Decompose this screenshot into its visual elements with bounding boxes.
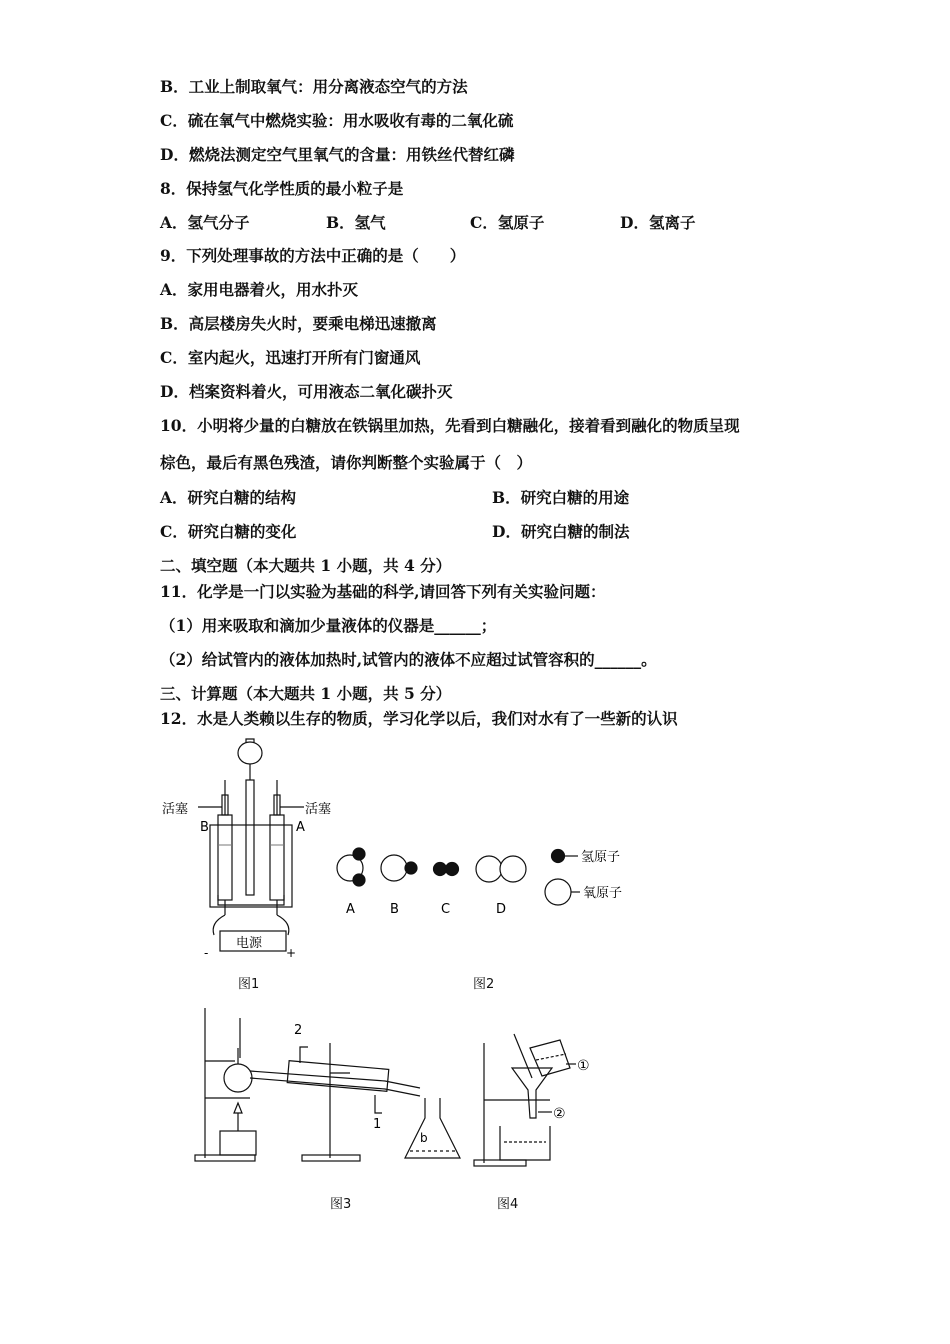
figure-1-electrolysis [150, 735, 350, 965]
fig2-label-a: A [346, 902, 355, 917]
q9-option-b: B．高层楼房失火时，要乘电梯迅速撤离 [160, 314, 437, 333]
q9-option-c: C．室内起火，迅速打开所有门窗通风 [160, 348, 421, 367]
figure-3-caption: 图3 [330, 1197, 352, 1212]
option-d-line: D．燃烧法测定空气里氧气的含量：用铁丝代替红磷 [160, 145, 515, 164]
fig1-minus-label: - [204, 946, 209, 960]
option-c-line: C．硫在氧气中燃烧实验：用水吸收有毒的二氧化硫 [160, 111, 514, 130]
section-2-heading: 二、填空题（本大题共 1 小题，共 4 分） [160, 556, 452, 575]
figure-2-molecules [328, 838, 658, 920]
question-9: 9．下列处理事故的方法中正确的是（ ） [160, 246, 466, 265]
q8-option-a: A．氢气分子 [160, 213, 250, 232]
figure-3-distillation [190, 1003, 470, 1173]
fig1-left-valve-label: 活塞 [162, 802, 189, 817]
question-10-line2: 棕色，最后有黑色残渣，请你判断整个实验属于（ ） [160, 453, 533, 472]
question-8: 8．保持氢气化学性质的最小粒子是 [160, 179, 404, 198]
fig1-tube-b-label: B [200, 820, 209, 835]
option-b-line: B．工业上制取氧气：用分离液态空气的方法 [160, 77, 468, 96]
fig4-label-2: ② [553, 1106, 566, 1122]
question-11-part2: （2）给试管内的液体加热时,试管内的液体不应超过试管容积的______。 [160, 650, 657, 669]
fig3-label-1: 1 [373, 1117, 382, 1132]
question-12: 12．水是人类赖以生存的物质，学习化学以后，我们对水有了一些新的认识 [160, 709, 678, 728]
fig1-plus-label: + [286, 946, 297, 960]
q8-option-d: D．氢离子 [620, 213, 696, 232]
q10-option-a: A．研究白糖的结构 [160, 488, 297, 507]
question-11: 11．化学是一门以实验为基础的科学,请回答下列有关实验问题： [160, 582, 606, 601]
fig2-legend-hydrogen: 氢原子 [581, 850, 621, 865]
figure-4-caption: 图4 [497, 1197, 519, 1212]
q8-option-b: B．氢气 [326, 213, 386, 232]
fig3-label-2: 2 [294, 1023, 303, 1038]
q10-option-d: D．研究白糖的制法 [492, 522, 630, 541]
figure-4-filtration [470, 1028, 605, 1168]
fig3-label-b: b [420, 1131, 428, 1145]
fig1-power-label: 电源 [236, 936, 263, 951]
q8-option-c: C．氢原子 [470, 213, 545, 232]
section-3-heading: 三、计算题（本大题共 1 小题，共 5 分） [160, 684, 452, 703]
fig2-legend-oxygen: 氧原子 [583, 886, 623, 901]
fig2-label-d: D [496, 902, 507, 917]
figure-1-caption: 图1 [238, 977, 260, 992]
fig4-label-1: ① [577, 1058, 590, 1074]
fig1-right-valve-label: 活塞 [305, 802, 332, 817]
question-11-part1: （1）用来吸取和滴加少量液体的仪器是______； [160, 616, 497, 635]
q10-option-c: C．研究白糖的变化 [160, 522, 297, 541]
q10-option-b: B．研究白糖的用途 [492, 488, 630, 507]
fig2-label-c: C [441, 902, 451, 917]
fig1-tube-a-label: A [296, 820, 305, 835]
question-10-line1: 10．小明将少量的白糖放在铁锅里加热，先看到白糖融化，接着看到融化的物质呈现 [160, 416, 740, 435]
figure-2-caption: 图2 [473, 977, 495, 992]
q9-option-a: A．家用电器着火，用水扑灭 [160, 280, 359, 299]
q9-option-d: D．档案资料着火，可用液态二氧化碳扑灭 [160, 382, 453, 401]
fig2-label-b: B [390, 902, 399, 917]
